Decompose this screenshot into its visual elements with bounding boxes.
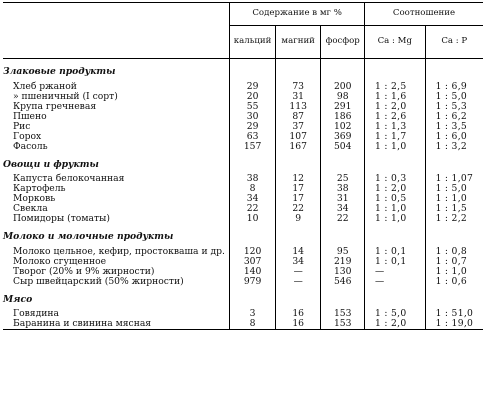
phosphorus-value: 546: [321, 277, 365, 287]
ca-mg-ratio: 1 : 1,0: [365, 214, 426, 224]
phosphorus-value: 153: [321, 309, 365, 319]
section-spacer-cell: [321, 224, 365, 247]
ca-mg-ratio: 1 : 1,6: [365, 92, 426, 102]
ca-p-ratio: 1 : 6,0: [425, 132, 483, 142]
ca-p-ratio: 1 : 51,0: [425, 309, 483, 319]
product-name: Помидоры (томаты): [13, 213, 110, 225]
calcium-value: 55: [230, 102, 276, 112]
product-name: Капуста белокочанная: [13, 173, 125, 185]
phosphorus-value: 38: [321, 184, 365, 194]
ca-p-ratio: 1 : 2,2: [425, 214, 483, 224]
section-spacer-cell: [230, 287, 276, 310]
magnesium-value: —: [275, 267, 320, 277]
ca-mg-ratio: 1 : 2,6: [365, 112, 426, 122]
product-name: Хлеб ржаной: [13, 80, 77, 92]
ca-p-ratio: 1 : 5,3: [425, 102, 483, 112]
phosphorus-value: 31: [321, 194, 365, 204]
magnesium-value: 14: [275, 247, 320, 257]
section-spacer-cell: [425, 59, 483, 82]
calcium-value: 8: [230, 319, 276, 330]
section-header-row: [3, 59, 483, 82]
phosphorus-value: 200: [321, 82, 365, 92]
magnesium-value: 9: [275, 214, 320, 224]
ca-p-ratio: 1 : 6,9: [425, 82, 483, 92]
calcium-value: 30: [230, 112, 276, 122]
section-header-row: [3, 152, 483, 175]
calcium-value: 20: [230, 92, 276, 102]
table-body: [3, 59, 483, 330]
phosphorus-value: 369: [321, 132, 365, 142]
header-ratio-group: Соотношение: [365, 3, 483, 26]
section-header-row: [3, 287, 483, 310]
magnesium-value: 73: [275, 82, 320, 92]
magnesium-value: 37: [275, 122, 320, 132]
product-name: » пшеничный (I сорт): [13, 90, 118, 102]
magnesium-value: 107: [275, 132, 320, 142]
product-name: Свекла: [13, 203, 48, 215]
calcium-value: 29: [230, 82, 276, 92]
table-row: [3, 132, 483, 142]
ca-mg-ratio: 1 : 0,3: [365, 174, 426, 184]
magnesium-value: 87: [275, 112, 320, 122]
ca-mg-ratio: 1 : 2,0: [365, 319, 426, 330]
section-title: Молоко и молочные продукты: [3, 231, 174, 243]
phosphorus-value: 22: [321, 214, 365, 224]
section-spacer-cell: [321, 152, 365, 175]
ca-p-ratio: 1 : 0,6: [425, 277, 483, 287]
phosphorus-value: 34: [321, 204, 365, 214]
product-name: Морковь: [13, 193, 56, 205]
ca-mg-ratio: 1 : 1,0: [365, 142, 426, 152]
ca-mg-ratio: —: [365, 267, 426, 277]
product-name: Говядина: [13, 308, 59, 320]
document-page: [0, 2, 486, 406]
product-name: Картофель: [13, 183, 66, 195]
table-row: [3, 319, 483, 330]
section-spacer-cell: [365, 59, 426, 82]
ca-mg-ratio: 1 : 0,1: [365, 247, 426, 257]
product-name: Творог (20% и 9% жирности): [13, 265, 155, 277]
header-ca-p: Ca : P: [425, 26, 483, 59]
magnesium-value: 31: [275, 92, 320, 102]
calcium-value: 34: [230, 194, 276, 204]
ca-mg-ratio: —: [365, 277, 426, 287]
section-spacer-cell: [275, 152, 320, 175]
section-spacer-cell: [321, 287, 365, 310]
ca-p-ratio: 1 : 19,0: [425, 319, 483, 330]
calcium-value: 10: [230, 214, 276, 224]
ca-p-ratio: 1 : 5,0: [425, 184, 483, 194]
product-name: Фасоль: [13, 140, 48, 152]
calcium-value: 979: [230, 277, 276, 287]
phosphorus-value: 102: [321, 122, 365, 132]
section-spacer-cell: [230, 224, 276, 247]
ca-p-ratio: 1 : 1,0: [425, 194, 483, 204]
phosphorus-value: 504: [321, 142, 365, 152]
table-row: [3, 112, 483, 122]
ca-p-ratio: 1 : 0,7: [425, 257, 483, 267]
section-spacer-cell: [365, 224, 426, 247]
header-name-cell: [3, 3, 230, 59]
ca-p-ratio: 1 : 5,0: [425, 92, 483, 102]
ca-mg-ratio: 1 : 1,0: [365, 204, 426, 214]
header-phosphorus: фосфор: [321, 26, 365, 59]
ca-p-ratio: 1 : 1,0: [425, 267, 483, 277]
product-name: Баранина и свинина мясная: [3, 319, 230, 330]
ca-mg-ratio: 1 : 2,0: [365, 102, 426, 112]
table-row: [3, 122, 483, 132]
ca-mg-ratio: 1 : 0,5: [365, 194, 426, 204]
ca-p-ratio: 1 : 6,2: [425, 112, 483, 122]
magnesium-value: 17: [275, 184, 320, 194]
product-name: Рис: [13, 120, 31, 132]
phosphorus-value: 95: [321, 247, 365, 257]
table-row: [3, 214, 483, 224]
phosphorus-value: 153: [321, 319, 365, 330]
product-name: Горох: [13, 130, 42, 142]
section-spacer-cell: [425, 224, 483, 247]
header-magnesium: магний: [275, 26, 320, 59]
magnesium-value: 34: [275, 257, 320, 267]
section-spacer-cell: [425, 287, 483, 310]
phosphorus-value: 98: [321, 92, 365, 102]
table-row: [3, 184, 483, 194]
calcium-value: 8: [230, 184, 276, 194]
product-name: Молоко сгущенное: [13, 255, 107, 267]
section-spacer-cell: [230, 152, 276, 175]
phosphorus-value: 186: [321, 112, 365, 122]
calcium-value: 38: [230, 174, 276, 184]
calcium-value: 63: [230, 132, 276, 142]
section-header-row: [3, 224, 483, 247]
ca-mg-ratio: 1 : 0,1: [365, 257, 426, 267]
phosphorus-value: 219: [321, 257, 365, 267]
magnesium-value: 167: [275, 142, 320, 152]
ca-mg-ratio: 1 : 2,0: [365, 184, 426, 194]
header-calcium: кальций: [230, 26, 276, 59]
section-spacer-cell: [321, 59, 365, 82]
product-name: Пшено: [13, 110, 47, 122]
section-spacer-cell: [275, 224, 320, 247]
header-ca-mg: Ca : Mg: [365, 26, 426, 59]
header-content-group: Содержание в мг %: [230, 3, 365, 26]
magnesium-value: 113: [275, 102, 320, 112]
ca-p-ratio: 1 : 1,5: [425, 204, 483, 214]
calcium-value: 3: [230, 309, 276, 319]
section-title: Овощи и фрукты: [3, 158, 99, 170]
table-row: [3, 277, 483, 287]
table-row: [3, 174, 483, 184]
product-name: Молоко цельное, кефир, простокваша и др.: [13, 245, 225, 257]
ca-p-ratio: 1 : 1,07: [425, 174, 483, 184]
ca-p-ratio: 1 : 3,5: [425, 122, 483, 132]
table-row: [3, 194, 483, 204]
ca-mg-ratio: 1 : 1,3: [365, 122, 426, 132]
product-name: Крупа гречневая: [13, 100, 97, 112]
table-row: [3, 142, 483, 152]
section-title: Злаковые продукты: [3, 66, 116, 77]
calcium-value: 22: [230, 204, 276, 214]
product-name: Сыр швейцарский (50% жирности): [13, 275, 184, 287]
section-spacer-cell: [275, 287, 320, 310]
table-row: [3, 102, 483, 112]
ca-mg-ratio: 1 : 2,5: [365, 82, 426, 92]
section-spacer-cell: [275, 59, 320, 82]
calcium-value: 307: [230, 257, 276, 267]
magnesium-value: 22: [275, 204, 320, 214]
phosphorus-value: 130: [321, 267, 365, 277]
calcium-value: 29: [230, 122, 276, 132]
ca-p-ratio: 1 : 0,8: [425, 247, 483, 257]
phosphorus-value: 25: [321, 174, 365, 184]
section-spacer-cell: [425, 152, 483, 175]
section-title: Мясо: [3, 293, 33, 305]
ca-mg-ratio: 1 : 1,7: [365, 132, 426, 142]
mineral-content-table: [3, 2, 483, 330]
section-spacer-cell: [365, 287, 426, 310]
section-spacer-cell: [365, 152, 426, 175]
header-row-groups: [3, 3, 483, 26]
magnesium-value: 17: [275, 194, 320, 204]
section-spacer-cell: [230, 59, 276, 82]
ca-mg-ratio: 1 : 5,0: [365, 309, 426, 319]
phosphorus-value: 291: [321, 102, 365, 112]
calcium-value: 140: [230, 267, 276, 277]
magnesium-value: 16: [275, 309, 320, 319]
calcium-value: 157: [230, 142, 276, 152]
magnesium-value: 16: [275, 319, 320, 330]
magnesium-value: —: [275, 277, 320, 287]
calcium-value: 120: [230, 247, 276, 257]
ca-p-ratio: 1 : 3,2: [425, 142, 483, 152]
magnesium-value: 12: [275, 174, 320, 184]
